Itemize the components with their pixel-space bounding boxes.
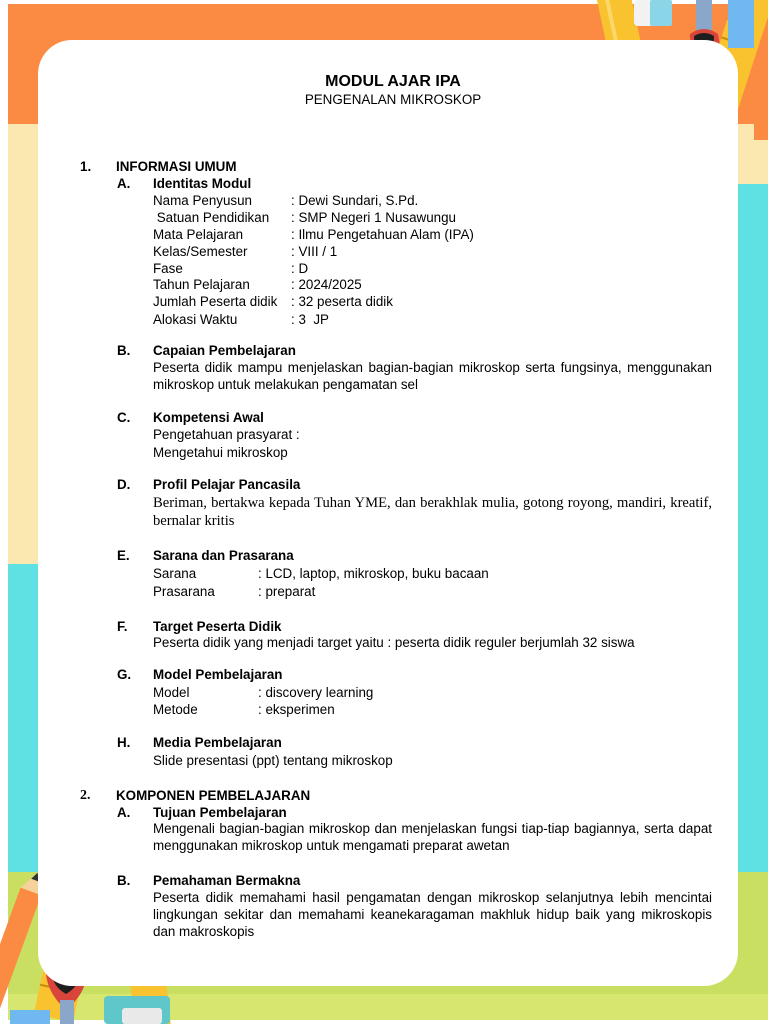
paragraph: Peserta didik mampu menjelaskan bagian-bagian mikroskop serta fungsinya, menggunakan mikroskop untuk melakukan pengamatan sel xyxy=(153,360,712,392)
subsection-heading: Target Peserta Didik xyxy=(153,619,282,634)
paragraph: Mengenali bagian-bagian mikroskop dan menjelaskan fungsi tiap-tiap bagiannya, serta dapat menggunakan mikroskop untuk mengamati preparat awetan xyxy=(153,821,712,853)
subsection-letter: B. xyxy=(117,873,131,888)
field-label: Mata Pelajaran xyxy=(153,227,244,242)
paragraph-line: Peserta didik yang menjadi target yaitu : peserta didik reguler berjumlah 32 siswa xyxy=(153,635,635,650)
subsection-heading: Model Pembelajaran xyxy=(153,667,283,682)
subsection-heading: Tujuan Pembelajaran xyxy=(153,805,287,820)
subsection-letter: C. xyxy=(117,410,131,425)
subsection-letter: E. xyxy=(117,548,130,563)
field-value: : eksperimen xyxy=(258,702,335,717)
paragraph-line: Mengetahui mikroskop xyxy=(153,445,288,460)
field-label: Prasarana xyxy=(153,584,215,599)
field-value: : discovery learning xyxy=(258,685,374,700)
section-title: KOMPONEN PEMBELAJARAN xyxy=(116,788,311,803)
field-label: Jumlah Peserta didik xyxy=(153,294,278,309)
subsection-letter: B. xyxy=(117,343,131,358)
subsection-letter: D. xyxy=(117,477,131,492)
field-value: : D xyxy=(291,261,309,276)
field-value: : SMP Negeri 1 Nusawungu xyxy=(291,210,456,225)
document-subtitle: PENGENALAN MIKROSKOP xyxy=(304,92,482,107)
subsection-letter: A. xyxy=(117,805,131,820)
field-label: Satuan Pendidikan xyxy=(153,210,270,225)
field-value: : 3 JP xyxy=(291,312,329,327)
subsection-letter: A. xyxy=(117,176,131,191)
subsection-letter: H. xyxy=(117,735,131,750)
subsection-heading: Sarana dan Prasarana xyxy=(153,548,294,563)
paragraph-line: Slide presentasi (ppt) tentang mikroskop xyxy=(153,753,393,768)
field-value: : preparat xyxy=(258,584,316,599)
paragraph: Beriman, bertakwa kepada Tuhan YME, dan berakhlak mulia, gotong royong, mandiri, kreatif, bernalar kritis xyxy=(153,495,712,529)
paragraph: Peserta didik memahami hasil pengamatan dengan mikroskop selanjutnya lebih mencintai lingkungan sekitar dan memahami keanekaragaman makhluk hidup baik yang mikroskopis dan makroskopis xyxy=(153,890,712,939)
field-value: : 32 peserta didik xyxy=(291,294,393,309)
field-label: Metode xyxy=(153,702,198,717)
field-label: Model xyxy=(153,685,190,700)
subsection-heading: Media Pembelajaran xyxy=(153,735,282,750)
field-label: Kelas/Semester xyxy=(153,244,248,259)
field-label: Tahun Pelajaran xyxy=(153,277,250,292)
field-value: : VIII / 1 xyxy=(291,244,338,259)
section-number: 1. xyxy=(80,159,92,174)
subsection-heading: Kompetensi Awal xyxy=(153,410,264,425)
subsection-letter: F. xyxy=(117,619,128,634)
subsection-heading: Profil Pelajar Pancasila xyxy=(153,477,301,492)
section-title: INFORMASI UMUM xyxy=(116,159,237,174)
field-label: Nama Penyusun xyxy=(153,193,252,208)
field-label: Sarana xyxy=(153,566,197,581)
document-title: MODUL AJAR IPA xyxy=(325,73,461,90)
subsection-letter: G. xyxy=(117,667,132,682)
field-value: : Dewi Sundari, S.Pd. xyxy=(291,193,419,208)
field-value: : LCD, laptop, mikroskop, buku bacaan xyxy=(258,566,489,581)
subsection-heading: Identitas Modul xyxy=(153,176,252,191)
subsection-heading: Capaian Pembelajaran xyxy=(153,343,296,358)
field-value: : Ilmu Pengetahuan Alam (IPA) xyxy=(291,227,474,242)
section-number: 2. xyxy=(80,788,91,803)
field-label: Alokasi Waktu xyxy=(153,312,238,327)
subsection-heading: Pemahaman Bermakna xyxy=(153,873,301,888)
field-value: : 2024/2025 xyxy=(291,277,362,292)
field-label: Fase xyxy=(153,261,183,276)
paragraph-line: Pengetahuan prasyarat : xyxy=(153,427,300,442)
